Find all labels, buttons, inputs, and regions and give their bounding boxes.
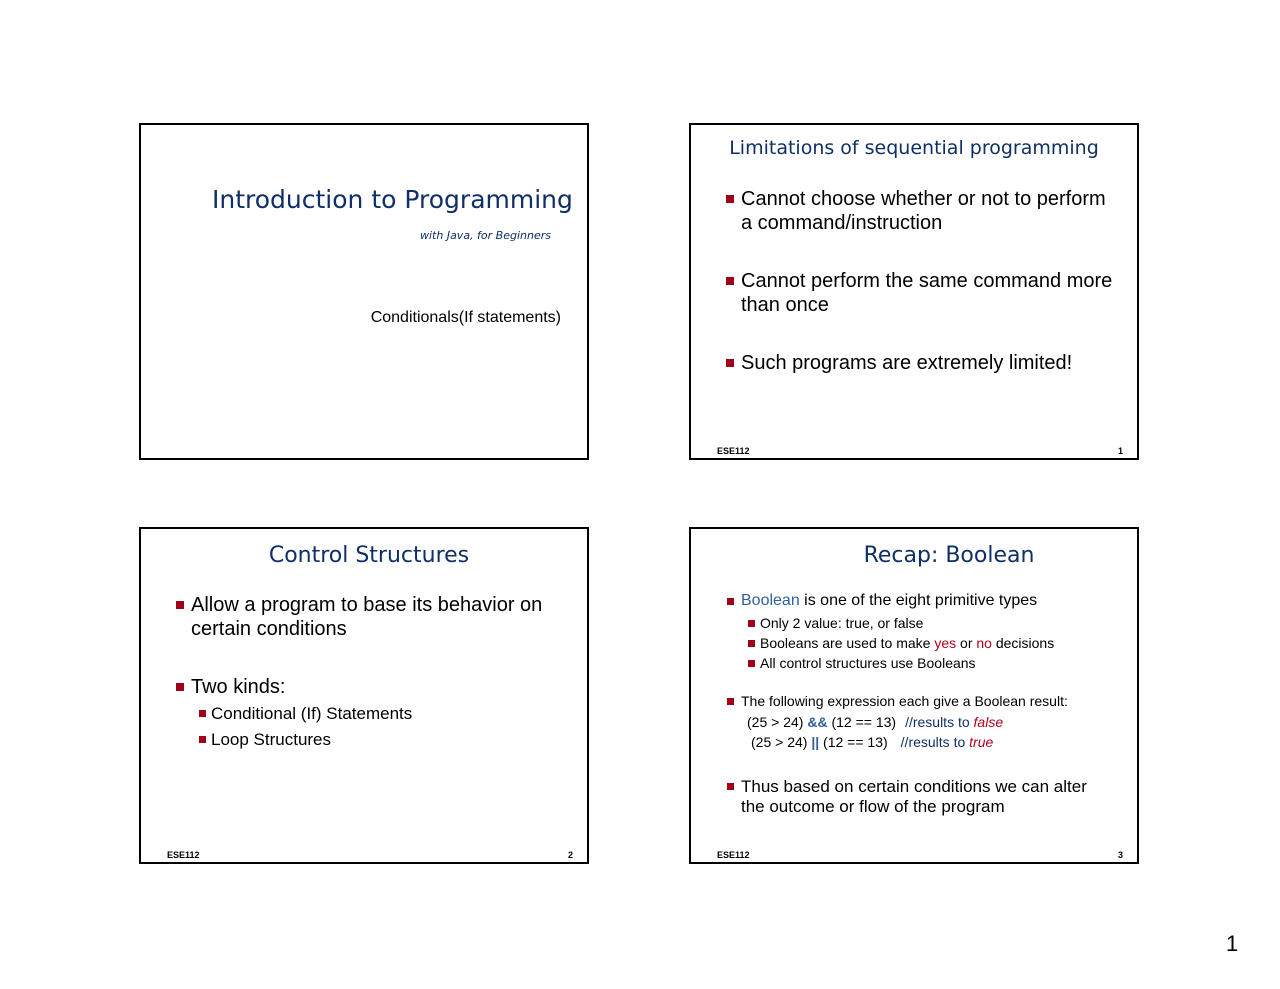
text-span: Booleans are used to make [760, 635, 935, 651]
bullet-text: the outcome or flow of the program [741, 797, 1005, 816]
slide-number: 1 [1117, 446, 1123, 456]
bullet-icon [727, 598, 734, 605]
bullet-icon [176, 683, 184, 691]
sub-bullet-text: All control structures use Booleans [760, 655, 976, 671]
page-number: 1 [1226, 931, 1239, 956]
slide-footer: ESE112 [717, 850, 750, 860]
bullet-text: certain conditions [191, 618, 347, 640]
text-span: decisions [991, 635, 1055, 651]
bullet-text: than once [741, 294, 829, 316]
code-comment: //results to [900, 734, 970, 750]
bullet-rest: is one of the eight primitive types [799, 592, 1038, 609]
sub-bullet-text: Conditional (If) Statements [211, 704, 413, 723]
slide-heading: Recap: Boolean [863, 543, 1035, 568]
expression-or [751, 734, 993, 750]
sub-bullet-icon [748, 620, 755, 627]
text-span: (25 > 24) [751, 734, 812, 750]
bullet-icon [726, 359, 734, 367]
sub-bullet-text: Only 2 value: true, or false [760, 615, 924, 631]
sub-bullet-icon [748, 640, 755, 647]
sub-bullet-text [760, 635, 1054, 651]
bullet-text: The following expression each give a Boolean result: [741, 693, 1068, 709]
result-true: true [969, 734, 994, 750]
bullet-icon [176, 601, 184, 609]
bullet-text [741, 592, 1037, 610]
operator-and: && [807, 714, 828, 730]
bullet-icon [726, 195, 734, 203]
operator-or: || [811, 734, 820, 750]
term-boolean: Boolean [741, 592, 800, 609]
text-span: (12 == 13) [819, 734, 888, 750]
bullet-icon [726, 277, 734, 285]
bullet-text: Thus based on certain conditions we can alter [741, 777, 1087, 796]
slide-title [139, 123, 589, 460]
slide-title-heading: Introduction to Programming [212, 185, 573, 214]
slide-title-topic: Conditionals(If statements) [370, 309, 561, 326]
bullet-text: Such programs are extremely limited! [741, 352, 1073, 374]
slide-footer: ESE112 [717, 446, 750, 456]
slide-title-subtitle: with Java, for Beginners [419, 229, 551, 242]
sub-bullet-text: Loop Structures [211, 730, 332, 749]
sub-bullet-icon [199, 736, 206, 743]
text-span: (25 > 24) [747, 714, 808, 730]
slide-heading: Control Structures [268, 543, 470, 568]
bullet-text: Cannot choose whether or not to perform [741, 188, 1106, 210]
expression-and [747, 714, 1003, 730]
slide-number: 2 [567, 850, 573, 860]
code-comment: //results to [905, 714, 974, 730]
slide-recap-boolean [689, 527, 1139, 864]
bullet-text: Cannot perform the same command more [741, 270, 1113, 292]
slide-heading: Limitations of sequential programming [729, 137, 1099, 159]
bullet-icon [727, 698, 734, 705]
text-span: (12 == 13) [827, 714, 897, 730]
sub-bullet-icon [199, 710, 206, 717]
text-no: no [976, 635, 992, 651]
bullet-text: Two kinds: [191, 676, 286, 698]
slide-footer: ESE112 [167, 850, 200, 860]
sub-bullet-icon [748, 660, 755, 667]
bullet-text: a command/instruction [741, 212, 943, 234]
result-false: false [973, 714, 1004, 730]
slide-number: 3 [1117, 850, 1123, 860]
slide-control-structures [139, 527, 589, 864]
bullet-text: Allow a program to base its behavior on [191, 594, 543, 616]
slide-limitations [689, 123, 1139, 460]
bullet-icon [727, 783, 734, 790]
text-span: or [956, 635, 977, 651]
text-yes: yes [934, 635, 957, 651]
